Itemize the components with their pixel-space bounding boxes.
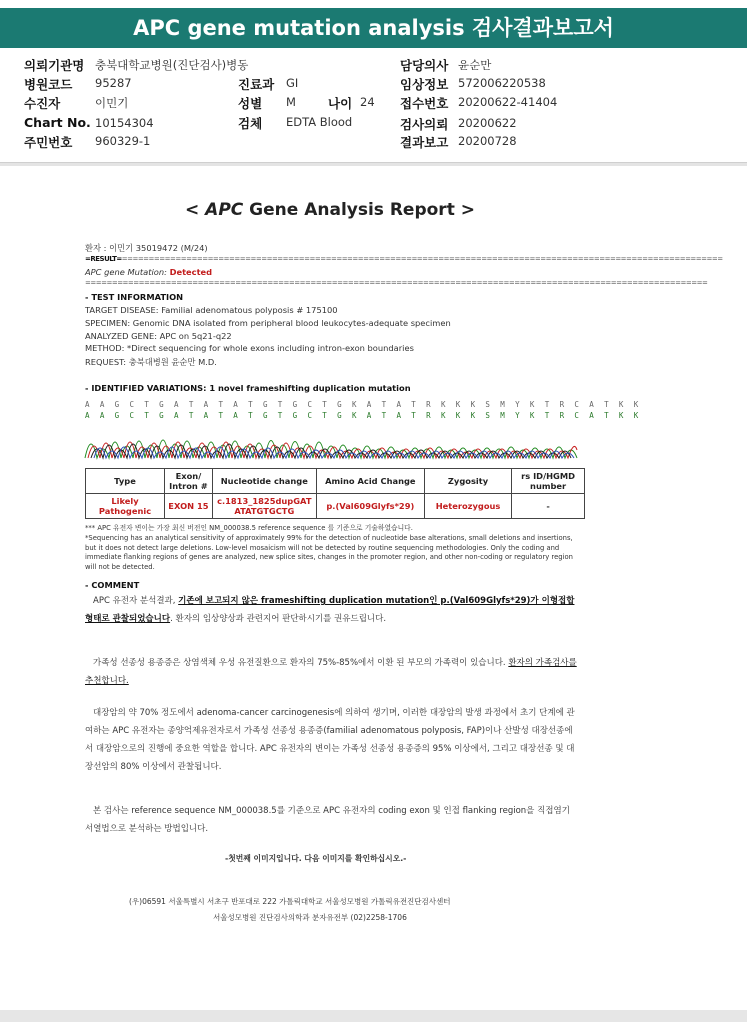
age-value: 24 [360, 95, 375, 109]
report-heading [185, 200, 475, 220]
comment1-end: . 환자의 임상양상과 관련지어 판단하시기를 권유드립니다. [170, 614, 387, 624]
hospital-code-value: 95287 [95, 76, 132, 90]
cell-type: Likely Pathogenic [86, 494, 165, 519]
result-line [85, 255, 723, 263]
test-info-header: - TEST INFORMATION [85, 292, 184, 302]
patient-line: 환자 : 이민기 35019472 (M/24) [85, 243, 208, 253]
separator-line: ==================================================================================================================== [85, 279, 708, 287]
cell-amino-acid: p.(Val609Glyfs*29) [316, 494, 424, 519]
receipt-no-label: 접수번호 [400, 96, 449, 111]
mutation-status: Detected [169, 267, 213, 277]
sequence-bottom: A A G C T G A T A T A T G T G C T G K A T A T R K K K S M Y K T R C A T K K [85, 411, 642, 420]
cell-nucleotide: c.1813_1825dupGAT ATATGTGCTG [212, 494, 316, 519]
page-note: -첫번째 이미지입니다. 다음 이미지를 확인하십시오.- [225, 854, 407, 863]
analyzed-gene: ANALYZED GENE: APC on 5q21-q22 [85, 331, 232, 341]
col-type: Type [86, 469, 165, 494]
request-date-value: 20200622 [458, 116, 517, 130]
reference-note: *** APC 유전자 변이는 가장 최신 버전인 NM_000038.5 reference sequence 를 기준으로 기술하였습니다. [85, 524, 413, 532]
specimen-value: EDTA Blood [286, 115, 353, 129]
comment1-start: APC 유전자 분석결과, [93, 596, 179, 606]
department-label: 진료과 [238, 77, 275, 92]
comment2-highlight: 환자의 가족검사를 추천합니다. [85, 658, 577, 686]
report-title: APC gene mutation analysis 검사결과보고서 [0, 8, 747, 48]
result-equals: ================================================================================================================ [121, 255, 723, 263]
comment1-highlight: 기존에 보고되지 않은 frameshifting duplication mutation인 p.(Val609Glyfs*29)가 이형접합형태로 관찰되었습니다 [85, 596, 575, 624]
sex-value: M [286, 95, 296, 109]
heading-prefix: < [185, 200, 206, 220]
section-divider [0, 162, 747, 166]
sequence-top: A A G C T G A T A T A T G T G C T G K A T A T R K K K S M Y K T R C A T K K [85, 400, 642, 409]
hospital-code-label: 병원코드 [24, 77, 73, 92]
col-nucleotide: Nucleotide change [212, 469, 316, 494]
mutation-text: APC gene Mutation: [85, 267, 170, 277]
col-exon: Exon/ Intron # [165, 469, 213, 494]
doctor-label: 담당의사 [400, 58, 449, 73]
sensitivity-note: *Sequencing has an analytical sensitivity of approximately 99% for the detection of nucleotide base alterations, small deletions and insertions, but it does not detect large deletions. Low-level mosaicism will not be detected by routine sequencing methodologies. Only the coding and immediate flanking regions of genes are analyzed, new splice sites, changes in the promoter region, and other non-coding or regulatory region will not be detected. [85, 534, 573, 571]
col-rsid: rs ID/HGMD number [512, 469, 585, 494]
report-date-label: 결과보고 [400, 135, 449, 150]
age-label: 나이 [328, 96, 353, 111]
col-amino-acid: Amino Acid Change [316, 469, 424, 494]
heading-gene: APC [205, 200, 244, 220]
comment-paragraph-1 [85, 592, 577, 628]
comment-header: - COMMENT [85, 580, 140, 590]
variant-table-header-row [86, 469, 585, 494]
comment-paragraph-4: 본 검사는 reference sequence NM_000038.5를 기준으로 APC 유전자의 coding exon 및 인접 flanking region을 직접염기서열법으로 분석하는 방법입니다. [85, 806, 570, 834]
chart-no-value: 10154304 [95, 116, 154, 130]
address-line-2: 서울성모병원 진단검사의학과 분자유전부 (02)2258-1706 [213, 913, 407, 922]
clinical-info-label: 임상정보 [400, 77, 449, 92]
patient-info-panel [0, 52, 747, 164]
doctor-value: 윤순만 [458, 58, 492, 72]
result-label: =RESULT= [85, 255, 122, 263]
target-disease: TARGET DISEASE: Familial adenomatous polyposis # 175100 [85, 305, 338, 315]
address-line-1: (우)06591 서울특별시 서초구 반포대로 222 가톨릭대학교 서울성모병원 가톨릭유전진단검사센터 [129, 897, 451, 906]
id-no-value: 960329-1 [95, 134, 151, 148]
mutation-line [85, 267, 212, 277]
receipt-no-value: 20200622-41404 [458, 95, 558, 109]
request-date-label: 검사의뢰 [400, 117, 449, 132]
chromatogram-trace [85, 420, 577, 460]
sex-label: 성별 [238, 96, 263, 111]
institution-value: 충북대학교병원(진단검사)병동 [95, 58, 249, 72]
comment2-start: 가족성 선종성 용종증은 상염색체 우성 유전질환으로 환자의 75%-85%에서 이환 된 부모의 가족력이 있습니다. [93, 658, 509, 668]
cell-zygosity: Heterozygous [424, 494, 511, 519]
request-line: REQUEST: 충북대병원 윤순만 M.D. [85, 357, 217, 367]
chromatogram [85, 400, 642, 460]
specimen-label: 검체 [238, 116, 263, 131]
id-no-label: 주민번호 [24, 135, 73, 150]
department-value: GI [286, 76, 299, 90]
col-zygosity: Zygosity [424, 469, 511, 494]
clinical-info-value: 572006220538 [458, 76, 546, 90]
institution-label: 의뢰기관명 [24, 58, 85, 73]
variant-table [85, 468, 585, 519]
receiver-value: 이민기 [95, 96, 129, 110]
method-line: METHOD: *Direct sequencing for whole exons including intron-exon boundaries [85, 343, 414, 353]
receiver-label: 수진자 [24, 96, 61, 111]
table-row [86, 494, 585, 519]
comment-paragraph-3: 대장암의 약 70% 정도에서 adenoma-cancer carcinogenesis에 의하여 생기며, 이러한 대장암의 발생 과정에서 초기 단계에 관여하는 APC 유전자는 종양억제유전자로서 가족성 선종성 용종증(familial adenomatous polyposis, FAP)이나 산발성 대장선종에서 대장암으로의 진행에 중요한 역할을 합니다. APC 유전자의 변이는 가족성 선종성 용종증의 95% 이상에서, 그리고 대장선종 및 대장선암의 80% 이상에서 관찰됩니다. [85, 708, 575, 772]
variations-header: - IDENTIFIED VARIATIONS: 1 novel frameshifting duplication mutation [85, 383, 411, 393]
cell-exon: EXON 15 [165, 494, 213, 519]
cell-rsid: - [512, 494, 585, 519]
chart-no-label: Chart No. [24, 115, 91, 130]
heading-rest: Gene Analysis Report > [243, 200, 475, 220]
specimen-line: SPECIMEN: Genomic DNA isolated from peripheral blood leukocytes-adequate specimen [85, 318, 451, 328]
comment-paragraph-2 [85, 654, 577, 690]
report-date-value: 20200728 [458, 134, 517, 148]
bottom-strip [0, 1010, 747, 1022]
